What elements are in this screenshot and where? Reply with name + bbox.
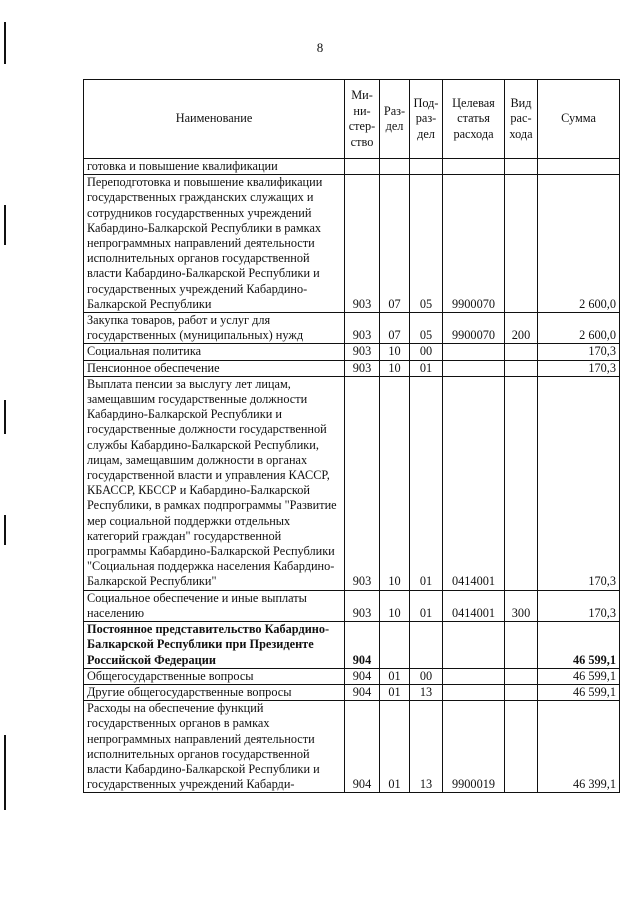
cell-section: 10: [380, 376, 410, 590]
cell-name: Закупка товаров, работ и услуг для государственных (муниципальных) нужд: [84, 313, 345, 344]
header-kind: Вид рас-хода: [505, 80, 538, 159]
cell-target: 9900070: [443, 175, 505, 313]
table-row: [84, 175, 620, 313]
cell-subsection: 00: [410, 668, 443, 684]
cell-ministry: [345, 159, 380, 175]
cell-ministry: 903: [345, 376, 380, 590]
cell-name: Постоянное представительство Кабардино-Балкарской Республики при Президенте Российской Федерации: [84, 622, 345, 669]
header-subsection: Под-раз-дел: [410, 80, 443, 159]
cell-kind: [505, 175, 538, 313]
header-target: Целевая статья расхода: [443, 80, 505, 159]
cell-section: [380, 622, 410, 669]
cell-kind: 200: [505, 313, 538, 344]
cell-kind: [505, 344, 538, 360]
header-sum: Сумма: [538, 80, 620, 159]
cell-section: [380, 159, 410, 175]
cell-subsection: 01: [410, 376, 443, 590]
cell-name: готовка и повышение квалификации: [84, 159, 345, 175]
table-row: [84, 376, 620, 590]
cell-name: Переподготовка и повышение квалификации государственных гражданских служащих и сотрудников государственных учреждений Кабардино-Балкарской Республики в рамках непрограммных направлений деятельности исполнительных органов государственной власти Кабардино-Балкарской Республики и государственных учреждений Кабардино-Балкарской Республики: [84, 175, 345, 313]
cell-target: 0414001: [443, 590, 505, 621]
cell-subsection: 13: [410, 701, 443, 793]
cell-ministry: 903: [345, 313, 380, 344]
table-row: [84, 668, 620, 684]
table-row: [84, 590, 620, 621]
cell-target: [443, 360, 505, 376]
cell-target: 9900019: [443, 701, 505, 793]
cell-subsection: 00: [410, 344, 443, 360]
cell-target: [443, 622, 505, 669]
cell-name: Пенсионное обеспечение: [84, 360, 345, 376]
cell-ministry: 904: [345, 684, 380, 700]
cell-section: 01: [380, 684, 410, 700]
cell-kind: [505, 376, 538, 590]
cell-subsection: [410, 622, 443, 669]
table-row: [84, 701, 620, 793]
cell-subsection: 01: [410, 590, 443, 621]
header-section: Раз-дел: [380, 80, 410, 159]
table-row: [84, 344, 620, 360]
cell-kind: [505, 622, 538, 669]
cell-section: 10: [380, 344, 410, 360]
scan-mark: [4, 735, 6, 810]
cell-target: 0414001: [443, 376, 505, 590]
cell-ministry: 903: [345, 590, 380, 621]
table-row: [84, 360, 620, 376]
table-row: [84, 313, 620, 344]
cell-target: [443, 668, 505, 684]
cell-section: 01: [380, 701, 410, 793]
cell-kind: [505, 668, 538, 684]
header-name: Наименование: [84, 80, 345, 159]
scan-mark: [4, 400, 6, 434]
cell-sum: 170,3: [538, 376, 620, 590]
page-number: 8: [316, 40, 324, 55]
cell-section: 01: [380, 668, 410, 684]
cell-name: Социальное обеспечение и иные выплаты населению: [84, 590, 345, 621]
cell-subsection: [410, 159, 443, 175]
cell-section: 10: [380, 590, 410, 621]
cell-section: 07: [380, 313, 410, 344]
cell-ministry: 903: [345, 360, 380, 376]
cell-kind: 300: [505, 590, 538, 621]
cell-ministry: 904: [345, 701, 380, 793]
cell-sum: 46 599,1: [538, 622, 620, 669]
cell-name: Другие общегосударственные вопросы: [84, 684, 345, 700]
cell-subsection: 05: [410, 175, 443, 313]
table-row: [84, 159, 620, 175]
cell-ministry: 903: [345, 175, 380, 313]
table-header-row: [84, 80, 620, 159]
cell-target: [443, 684, 505, 700]
cell-sum: 170,3: [538, 590, 620, 621]
cell-sum: 46 399,1: [538, 701, 620, 793]
scan-mark: [4, 205, 6, 245]
cell-ministry: 903: [345, 344, 380, 360]
cell-kind: [505, 684, 538, 700]
cell-subsection: 01: [410, 360, 443, 376]
cell-sum: [538, 159, 620, 175]
cell-kind: [505, 360, 538, 376]
cell-target: [443, 344, 505, 360]
cell-kind: [505, 159, 538, 175]
budget-table: [83, 79, 620, 793]
scan-mark: [4, 515, 6, 545]
cell-kind: [505, 701, 538, 793]
cell-sum: 2 600,0: [538, 313, 620, 344]
cell-section: 07: [380, 175, 410, 313]
cell-target: [443, 159, 505, 175]
cell-name: Общегосударственные вопросы: [84, 668, 345, 684]
table-row: [84, 684, 620, 700]
cell-section: 10: [380, 360, 410, 376]
cell-name: Расходы на обеспечение функций государственных органов в рамках непрограммных направлений деятельности исполнительных органов государственной власти Кабардино-Балкарской Республики и государственных учреждений Кабарди-: [84, 701, 345, 793]
cell-sum: 170,3: [538, 360, 620, 376]
cell-sum: 170,3: [538, 344, 620, 360]
cell-ministry: 904: [345, 668, 380, 684]
table-row: [84, 622, 620, 669]
cell-sum: 46 599,1: [538, 684, 620, 700]
header-ministry: Ми-ни-стер-ство: [345, 80, 380, 159]
cell-subsection: 13: [410, 684, 443, 700]
cell-ministry: 904: [345, 622, 380, 669]
cell-name: Социальная политика: [84, 344, 345, 360]
cell-name: Выплата пенсии за выслугу лет лицам, замещавшим государственные должности Кабардино-Балкарской Республики и государственные должности государственной службы Кабардино-Балкарской Республики, лицам, замещавшим должности в органах государственной власти и управления КАССР, КБАССР, КБССР и Кабардино-Балкарской Республики, в рамках подпрограммы "Развитие мер социальной поддержки отдельных категорий граждан" государственной программы Кабардино-Балкарской Республики "Социальная поддержка населения Кабардино-Балкарской Республики": [84, 376, 345, 590]
cell-subsection: 05: [410, 313, 443, 344]
cell-sum: 2 600,0: [538, 175, 620, 313]
cell-target: 9900070: [443, 313, 505, 344]
cell-sum: 46 599,1: [538, 668, 620, 684]
